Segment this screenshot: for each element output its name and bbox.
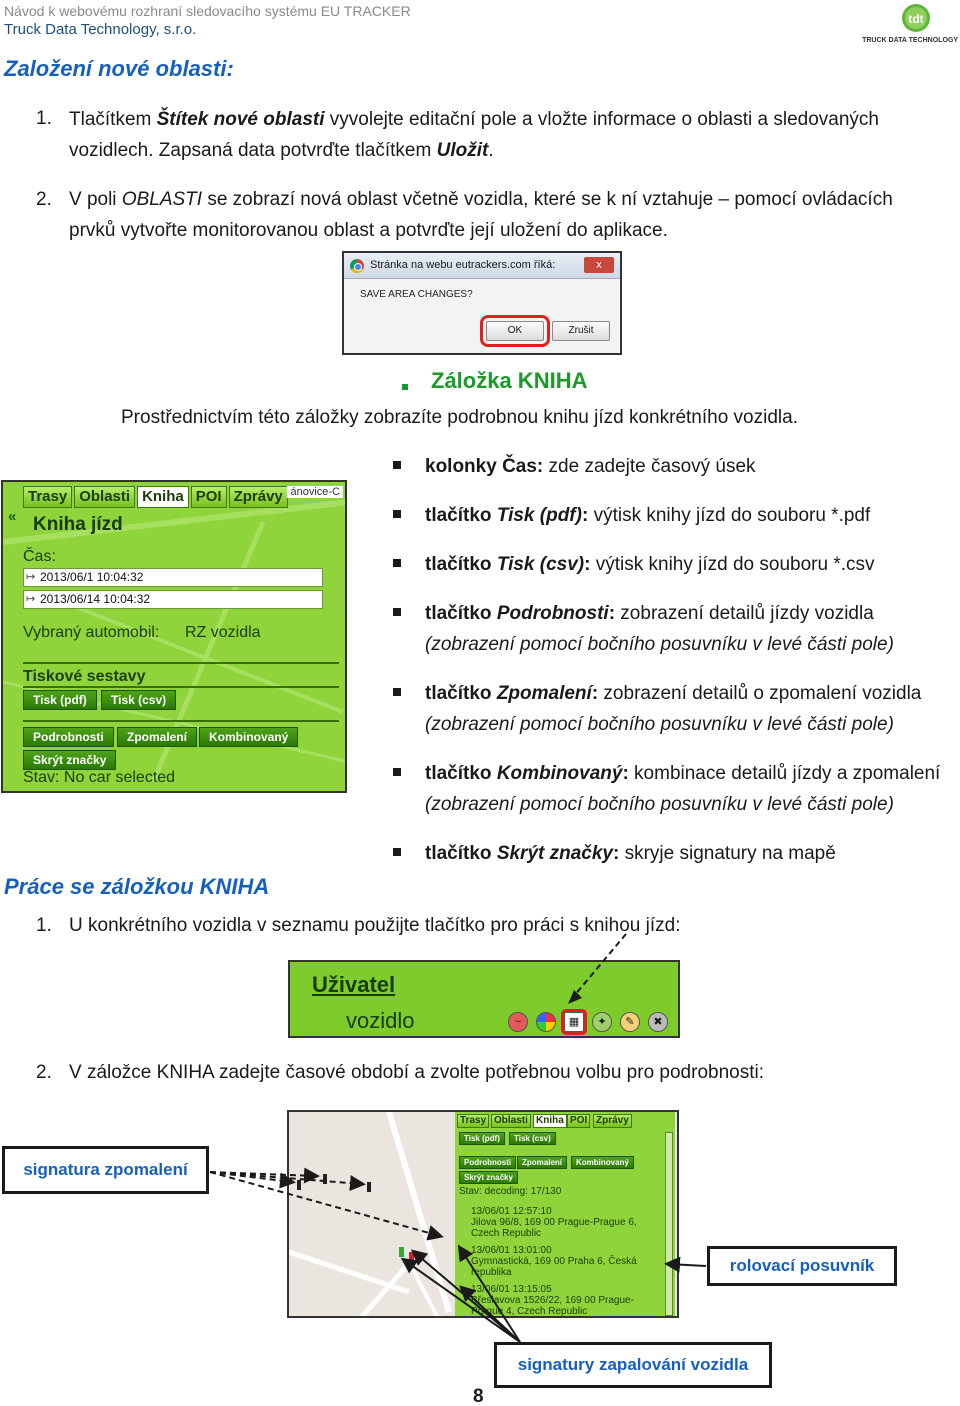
car-value: RZ vozidla: [185, 624, 261, 641]
user-label: Uživatel: [312, 972, 396, 997]
dialog-title-bar: [344, 253, 620, 279]
tab-trasy[interactable]: Trasy: [23, 486, 72, 508]
section-title-work-with-kniha: Práce se záložkou KNIHA: [4, 874, 270, 899]
print-heading: Tiskové sestavy: [23, 668, 146, 685]
slowdown-button[interactable]: Zpomalení: [517, 1156, 567, 1169]
car-label: Vybraný automobil:: [23, 624, 160, 641]
list-item-1-line1: Tlačítkem Štítek nové oblasti vyvolejte editační pole a vložte informace o oblasti a sledovaných: [69, 109, 879, 130]
header-company: Truck Data Technology, s.r.o.: [4, 21, 197, 38]
list-number: 1.: [36, 108, 52, 129]
chrome-icon: [350, 259, 364, 273]
bullet-icon: [393, 510, 401, 518]
section-title-new-area: Založení nové oblasti:: [4, 56, 234, 81]
dialog-message: SAVE AREA CHANGES?: [360, 289, 473, 300]
panel-heading: Kniha jízd: [33, 514, 123, 535]
route-icon[interactable]: ~: [508, 1012, 528, 1032]
bullet-details: tlačítko Podrobnosti: zobrazení detailů jízdy vozidla: [425, 603, 874, 624]
tab-zpravy[interactable]: Zprávy: [593, 1114, 632, 1128]
vehicle-action-icons: [508, 1012, 668, 1032]
section-title-kniha: Záložka KNIHA: [431, 368, 588, 393]
bullet-details-note: (zobrazení pomocí bočního posuvníku v levé části pole): [425, 634, 894, 655]
ok-button[interactable]: OK: [486, 321, 544, 341]
bullet-slowdown-note: (zobrazení pomocí bočního posuvníku v levé části pole): [425, 714, 894, 735]
print-csv-button[interactable]: Tisk (csv): [509, 1132, 556, 1145]
bullet-combined-note: (zobrazení pomocí bočního posuvníku v levé části pole): [425, 794, 894, 815]
logbook-icon[interactable]: ▦: [564, 1012, 584, 1032]
hide-markers-button[interactable]: Skrýt značky: [459, 1171, 518, 1184]
print-csv-button[interactable]: Tisk (csv): [101, 690, 176, 710]
bullet-icon: [393, 688, 401, 696]
divider: [23, 720, 339, 722]
company-logo: [862, 2, 958, 44]
callout-slowdown-marker: signatura zpomalení: [2, 1146, 209, 1194]
back-arrow-icon[interactable]: «: [8, 508, 17, 525]
kniha-intro: Prostřednictvím této záložky zobrazíte podrobnou knihu jízd konkrétního vozidla.: [121, 407, 798, 428]
color-icon[interactable]: [536, 1012, 556, 1032]
tab-trasy[interactable]: Trasy: [457, 1114, 489, 1128]
cancel-button[interactable]: Zrušit: [552, 321, 610, 341]
panel-tabs: [23, 486, 288, 508]
hide-markers-button[interactable]: Skrýt značky: [23, 750, 116, 770]
callout-scrollbar: rolovací posuvník: [707, 1246, 897, 1286]
save-area-dialog: [342, 251, 622, 355]
map-label: ánovice-C: [287, 486, 343, 498]
status-text: Stav: No car selected: [23, 769, 176, 786]
divider: [23, 686, 339, 688]
list-item-2-line1: V poli OBLASTI se zobrazí nová oblast včetně vozidla, které se k ní vztahuje – pomocí ovládacích: [69, 189, 893, 210]
bullet-icon: [393, 608, 401, 616]
date-to-field[interactable]: ↦ 2013/06/14 10:04:32: [23, 590, 323, 609]
bullet-print-pdf: tlačítko Tisk (pdf): výtisk knihy jízd do souboru *.pdf: [425, 505, 871, 526]
bullet-icon: [393, 768, 401, 776]
bullet-icon: [393, 559, 401, 567]
tab-kniha[interactable]: Kniha: [533, 1114, 567, 1128]
status-text: Stav: decoding: 17/130: [459, 1186, 562, 1197]
dialog-title: Stránka na webu eutrackers.com říká:: [370, 259, 556, 271]
tab-kniha[interactable]: Kniha: [137, 486, 189, 508]
edit-icon[interactable]: ✎: [620, 1012, 640, 1032]
bullet-icon: [393, 461, 401, 469]
bullet-icon: [393, 848, 401, 856]
time-label: Čas:: [23, 548, 56, 565]
step2-text: V záložce KNIHA zadejte časové období a zvolte potřebnou volbu pro podrobnosti:: [69, 1062, 764, 1083]
bullet-slowdown: tlačítko Zpomalení: zobrazení detailů o zpomalení vozidla: [425, 683, 922, 704]
close-button[interactable]: x: [584, 257, 614, 273]
page-number: 8: [473, 1386, 484, 1406]
callout-arrows: [0, 1140, 960, 1406]
logo-mark-text: tdt: [908, 12, 924, 26]
compass-icon[interactable]: ✦: [592, 1012, 612, 1032]
details-button[interactable]: Podrobnosti: [23, 727, 114, 747]
tab-oblasti[interactable]: Oblasti: [491, 1114, 531, 1128]
bullet-combined: tlačítko Kombinovaný: kombinace detailů jízdy a zpomalení: [425, 763, 941, 784]
log-entry: 13/06/01 13:15:05 Břeslavova 1526/22, 169 00 Prague- Praque 4, Czech Republic: [471, 1284, 634, 1317]
bullet-hide-markers: tlačítko Skrýt značky: skryje signatury na mapě: [425, 843, 836, 864]
bullet-print-csv: tlačítko Tisk (csv): výtisk knihy jízd do souboru *.csv: [425, 554, 875, 575]
list-number: 1.: [36, 915, 52, 936]
tab-zpravy[interactable]: Zprávy: [229, 486, 288, 508]
section-bullet-icon: [402, 377, 408, 395]
list-item-2-line2: prvků vytvořte monitorovanou oblast a potvrďte její uložení do aplikace.: [69, 220, 668, 241]
pointer-arrow: [560, 930, 640, 1010]
vehicle-label: vozidlo: [346, 1008, 415, 1033]
list-item-1-line2: vozidlech. Zapsaná data potvrďte tlačítkem Uložit.: [69, 140, 494, 161]
step1-text: U konkrétního vozidla v seznamu použijte tlačítko pro práci s knihou jízd:: [69, 915, 681, 936]
logo-text: TRUCK DATA TECHNOLOGY: [862, 37, 958, 44]
list-number: 2.: [36, 1062, 52, 1083]
log-entry: 13/06/01 12:57:10 Jilova 96/8, 169 00 Prague-Prague 6, Czech Republic: [471, 1206, 637, 1239]
combined-button[interactable]: Kombinovaný: [571, 1156, 634, 1169]
combined-button[interactable]: Kombinovaný: [199, 727, 298, 747]
print-pdf-button[interactable]: Tisk (pdf): [459, 1132, 505, 1145]
kniha-panel-screenshot: [1, 480, 347, 793]
date-from-field[interactable]: ↦ 2013/06/1 10:04:32: [23, 568, 323, 587]
header-doc-title: Návod k webovému rozhraní sledovacího systému EU TRACKER: [4, 3, 411, 19]
tab-poi[interactable]: POI: [191, 486, 227, 508]
tab-oblasti[interactable]: Oblasti: [74, 486, 135, 508]
details-button[interactable]: Podrobnosti: [459, 1156, 516, 1169]
bullet-time: kolonky Čas: zde zadejte časový úsek: [425, 456, 756, 477]
divider: [23, 662, 339, 664]
print-pdf-button[interactable]: Tisk (pdf): [23, 690, 97, 710]
slowdown-button[interactable]: Zpomalení: [117, 727, 197, 747]
list-number: 2.: [36, 189, 52, 210]
logo-mark-icon: [874, 2, 958, 36]
tab-poi[interactable]: POI: [567, 1114, 590, 1128]
log-entry: 13/06/01 13:01:00 Gymnastická, 169 00 Praha 6, Česká republika: [471, 1245, 637, 1278]
callout-ignition-markers: signatury zapalování vozidla: [494, 1342, 772, 1388]
delete-icon[interactable]: ✖: [648, 1012, 668, 1032]
